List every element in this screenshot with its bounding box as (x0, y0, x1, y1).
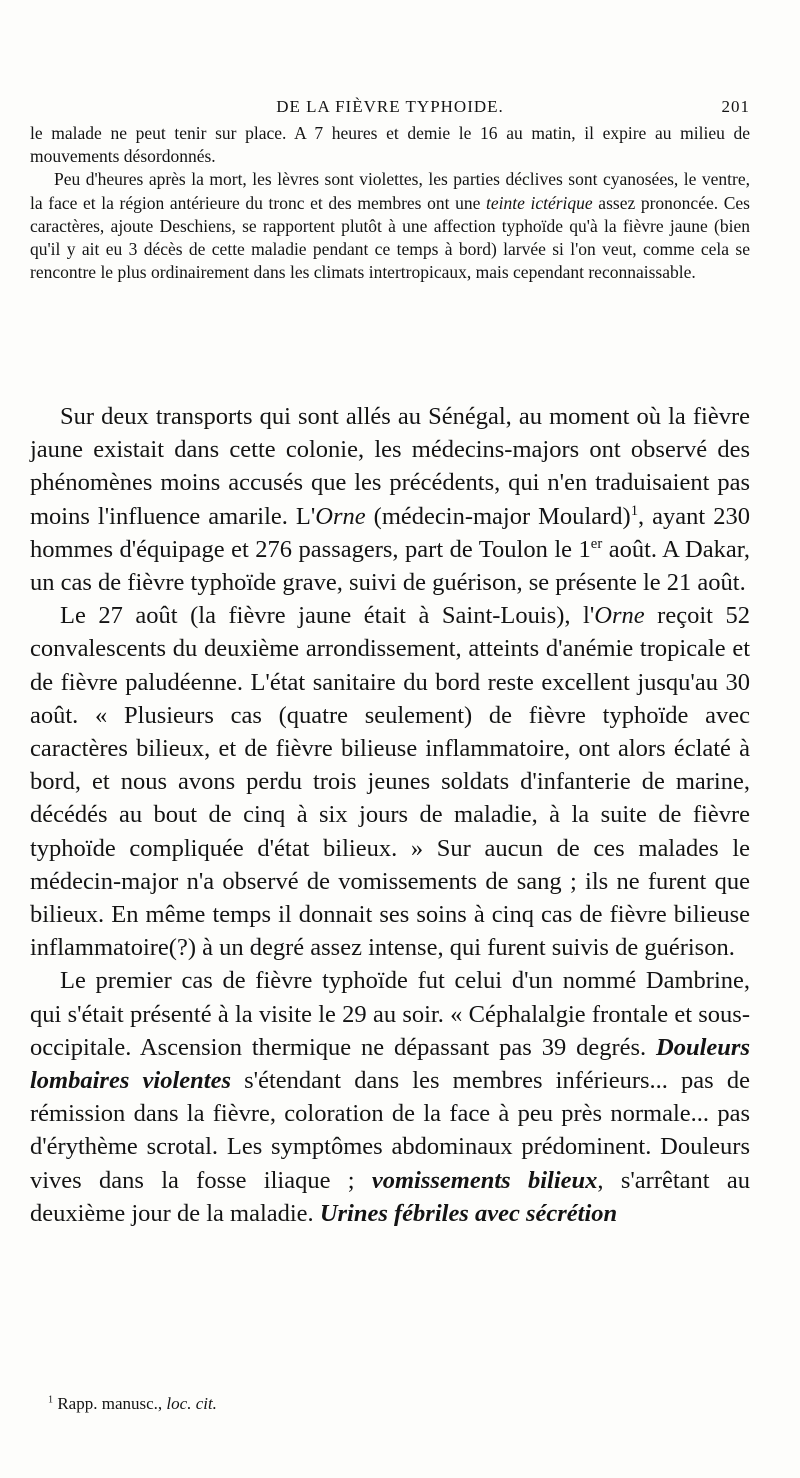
emphasis-urines-febriles: Urines fébriles avec sécrétion (319, 1199, 618, 1227)
footnote-loc-cit: loc. cit. (166, 1394, 217, 1413)
running-header (30, 97, 750, 123)
paragraph-dambrine: Le premier cas de fièvre typhoïde fut celui d'un nommé Dambrine, qui s'était présenté à la visite le 29 au soir. « Céphalalgie frontale et sous-occipitale. Ascension thermique ne dépassant pas 39 degrés. Douleurs lombaires violentes s'étendant dans les membres inférieurs... pas de rémission dans la fièvre, coloration de la face à peu près normale... pas d'érythème scrotal. Les symptômes abdominaux prédominent. Douleurs vives dans la fosse iliaque ; vomissements bilieux, s'arrêtant au deuxième jour de la maladie. Urines fébriles avec sécrétion (30, 967, 751, 1227)
emphasis-orne-2: Orne (594, 602, 645, 630)
emphasis-teinte-icterique: teinte ictérique (485, 192, 593, 213)
emphasis-vomissements-bilieux: vomissements bilieux (371, 1166, 598, 1194)
main-text-block (30, 400, 750, 1230)
footnote-marker: 1 (48, 1394, 54, 1406)
superscript-er: er (590, 535, 603, 552)
small-print-block (30, 122, 750, 284)
page-number: 201 (721, 97, 750, 116)
paragraph-senegal-transports: Sur deux transports qui sont allés au Sénégal, au moment où la fièvre jaune existait dans cette colonie, les médecins-majors ont observé des phénomènes moins accusés que les précédents, qui n'en traduisaient pas moins l'influence amarile. L'Orne (médecin-major Moulard)$^1$, ayant 230 hommes d'équipage et 276 passagers, part de Toulon le 1er août. A Dakar, un cas de fièvre typhoïde grave, suivi de guérison, se présente le 21 août. (30, 403, 751, 597)
paragraph-autopsy: Peu d'heures après la mort, les lèvres sont violettes, les parties déclives sont cyanosées, le ventre, la face et la région antérieure du tronc et des membres ont une teinte ictérique assez prononcée. Ces caractères, ajoute Deschiens, se rapportent plutôt à une affection typhoïde qu'à la fièvre jaune (bien qu'il y ait eu 3 décès de cette maladie pendant ce temps à bord) larvée si l'on veut, comme cela se rencontre le plus ordinairement dans les climats intertropicaux, mais cependant reconnaissable. (30, 169, 750, 283)
continued-paragraph: le malade ne peut tenir sur place. A 7 heures et demie le 16 au matin, il expire au milieu de mouvements désordonnés. (30, 123, 750, 167)
paragraph-27-aout: Le 27 août (la fièvre jaune était à Saint-Louis), l'Orne reçoit 52 convalescents du deuxième arrondissement, atteints d'anémie tropicale et de fièvre paludéenne. L'état sanitaire du bord reste excellent jusqu'au 30 août. « Plusieurs cas (quatre seulement) de fièvre typhoïde avec caractères bilieux, et de fièvre bilieuse inflammatoire, ont alors éclaté à bord, et nous avons perdu trois jeunes soldats d'infanterie de marine, décédés au bout de cinq à six jours de maladie, à la suite de fièvre typhoïde compliquée d'état bilieux. » Sur aucun de ces malades le médecin-major n'a observé de vomissements de sang ; ils ne furent que bilieux. En même temps il donnait ses soins à cinq cas de fièvre bilieuse inflammatoire(?) à un degré assez intense, qui furent suivis de guérison. (30, 602, 750, 962)
running-title: DE LA FIÈVRE TYPHOIDE. (276, 97, 504, 116)
emphasis-orne: Orne (315, 502, 366, 530)
footnote: $^1$ Rapp. manusc., loc. cit. (48, 1394, 217, 1413)
emphasis-douleurs-lombaires: Douleurs lombaires violentes (30, 1033, 750, 1095)
footnote-reference: 1 (630, 502, 639, 519)
